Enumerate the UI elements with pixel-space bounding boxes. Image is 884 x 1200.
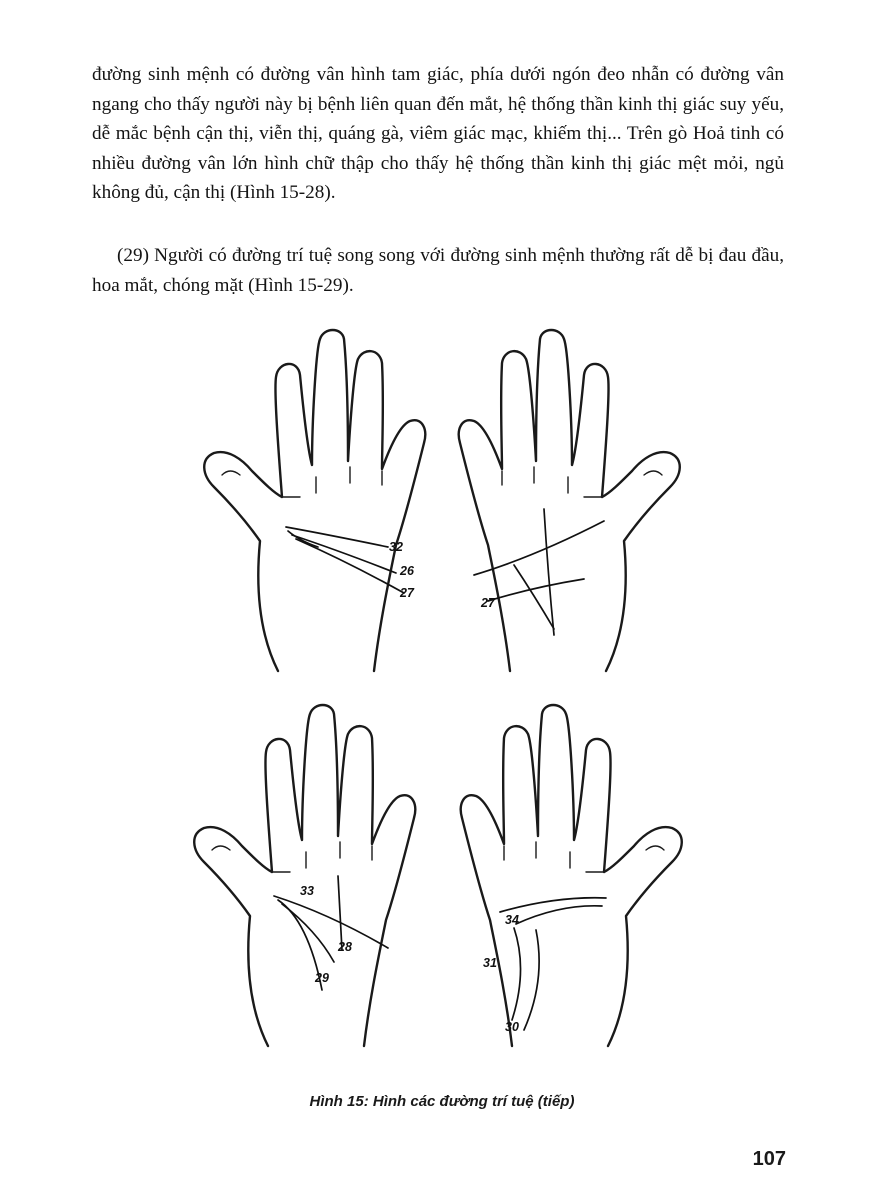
label-32: 32: [389, 540, 403, 554]
label-28: 28: [338, 940, 352, 954]
label-29: 29: [315, 971, 329, 985]
page-number: 107: [752, 1148, 786, 1170]
hand-bottom-right: [461, 705, 682, 1046]
hand-top-right: [459, 330, 680, 671]
paragraph-2: (29) Người có đường trí tuệ song song với đường sinh mệnh thường rất dễ bị đau đầu, hoa mắt, chóng mặt (Hình 15-29).: [92, 245, 784, 296]
label-26: 26: [400, 564, 414, 578]
label-27-right: 27: [481, 596, 495, 610]
palm-figure: [0, 315, 884, 1085]
hand-top-left: [204, 330, 425, 671]
label-34: 34: [505, 913, 519, 927]
figure-caption: Hình 15: Hình các đường trí tuệ (tiếp): [309, 1093, 575, 1110]
hand-bottom-left: [194, 705, 415, 1046]
label-30: 30: [505, 1020, 519, 1034]
label-33: 33: [300, 884, 314, 898]
label-31: 31: [483, 956, 497, 970]
paragraph-1: đường sinh mệnh có đường vân hình tam giác, phía dưới ngón đeo nhẫn có đường vân ngang cho thấy người này bị bệnh liên quan đến mắt, hệ thống thần kinh thị giác suy yếu, dễ mắc bệnh cận thị, viễn thị, quáng gà, viêm giác mạc, khiếm thị... Trên gò Hoả tinh có nhiều đường vân lớn hình chữ thập cho thấy hệ thống thần kinh thị giác mệt mỏi, ngủ không đủ, cận thị (Hình 15-28).: [92, 64, 784, 203]
label-27-left: 27: [400, 586, 414, 600]
